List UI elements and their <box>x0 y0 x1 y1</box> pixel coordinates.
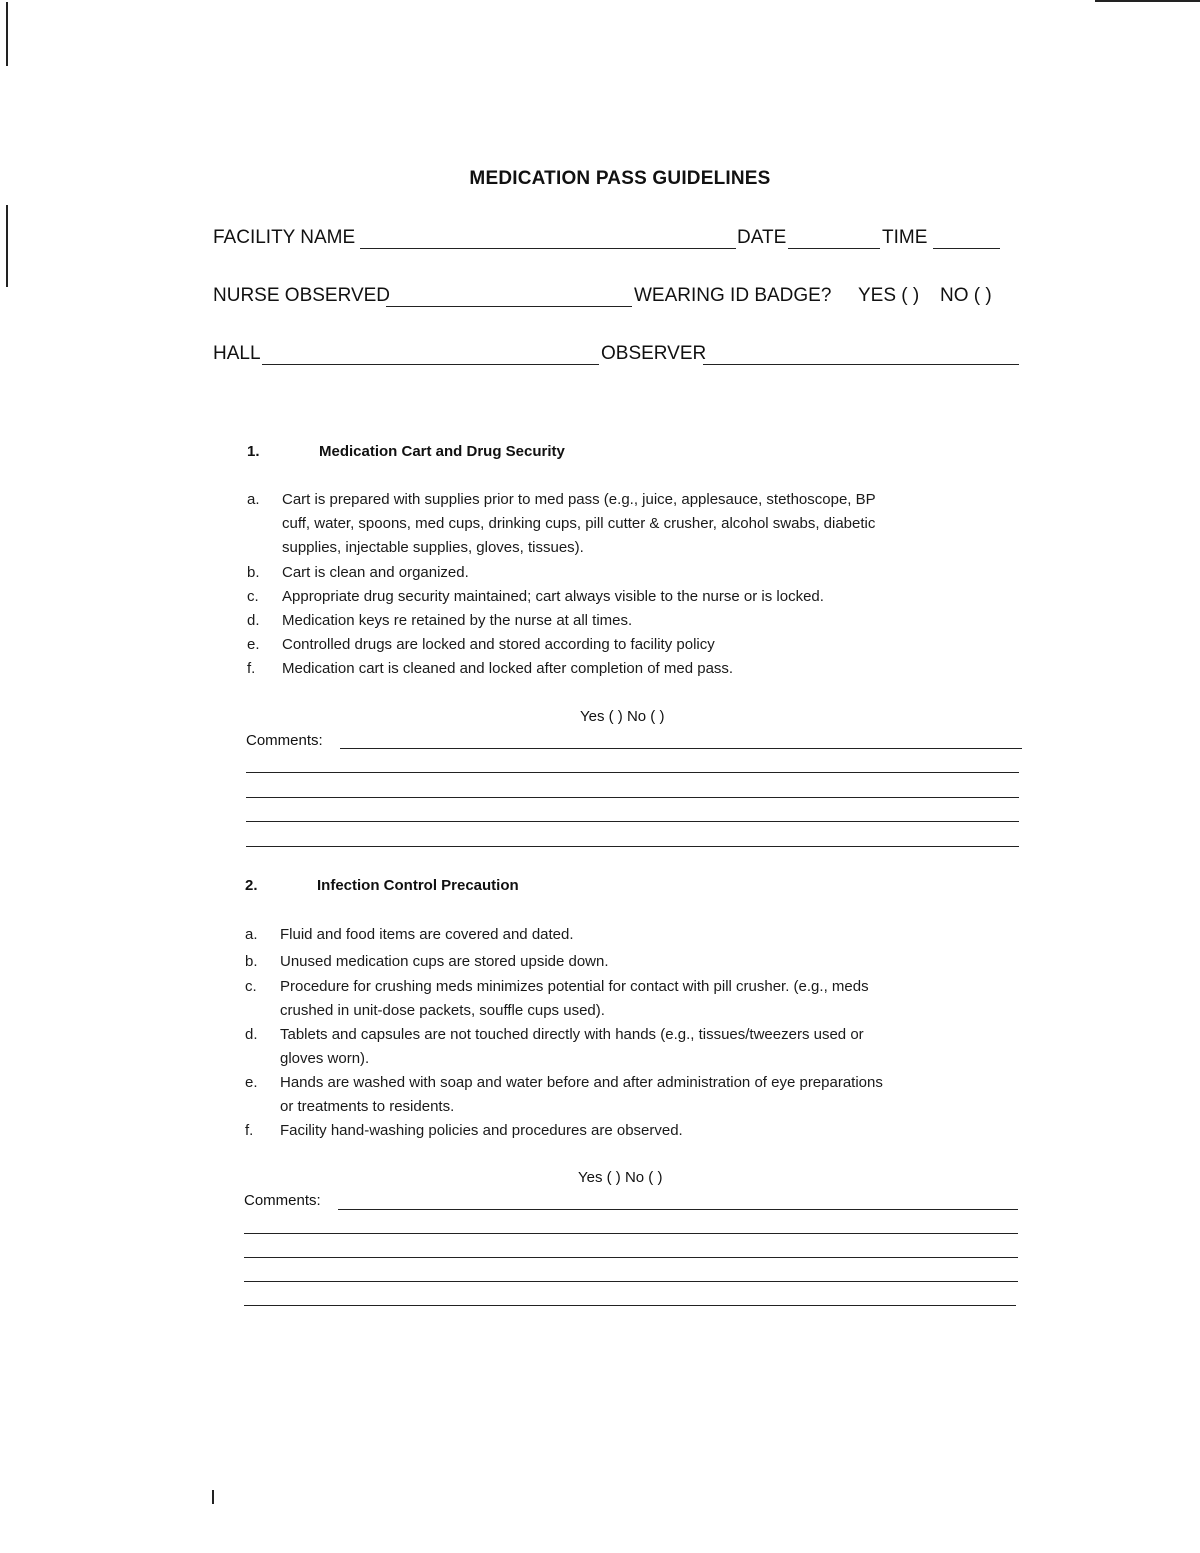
section-1-comments-line[interactable] <box>246 797 1019 798</box>
section-1-comments-line[interactable] <box>246 772 1019 773</box>
facility-name-label: FACILITY NAME <box>213 227 356 248</box>
list-item-letter: b. <box>245 953 258 970</box>
list-item-letter: e. <box>245 1074 258 1091</box>
list-item-letter: b. <box>247 564 260 581</box>
section-1-comments-line[interactable] <box>246 846 1019 847</box>
hall-label: HALL <box>213 343 261 364</box>
id-badge-label: WEARING ID BADGE? <box>634 285 832 306</box>
section-2-comments-line[interactable] <box>244 1233 1018 1234</box>
list-item-text <box>280 1071 1020 1119</box>
list-item-letter: c. <box>245 978 257 995</box>
time-label: TIME <box>882 227 928 248</box>
time-field[interactable] <box>933 248 1000 249</box>
list-item-line: gloves worn). <box>280 1050 370 1067</box>
section-2-comments-label: Comments: <box>244 1192 321 1209</box>
list-item-line: supplies, injectable supplies, gloves, tissues). <box>282 539 584 556</box>
section-1-number: 1. <box>247 443 260 460</box>
list-item-letter: a. <box>245 926 258 943</box>
observer-label: OBSERVER <box>601 343 707 364</box>
section-1-title: Medication Cart and Drug Security <box>319 443 565 460</box>
scan-margin-mark <box>1095 0 1200 2</box>
nurse-observed-label: NURSE OBSERVED <box>213 285 391 306</box>
list-item-letter: e. <box>247 636 260 653</box>
list-item-letter: d. <box>245 1026 258 1043</box>
section-1-comments-label: Comments: <box>246 732 323 749</box>
list-item-text: Facility hand-washing policies and procedures are observed. <box>280 1122 683 1139</box>
list-item-line: Tablets and capsules are not touched directly with hands (e.g., tissues/tweezers used or <box>280 1026 864 1043</box>
scan-margin-mark <box>212 1490 214 1504</box>
date-label: DATE <box>737 227 787 248</box>
list-item-line: crushed in unit-dose packets, souffle cups used). <box>280 1002 605 1019</box>
nurse-observed-field[interactable] <box>386 306 632 307</box>
section-2-comments-line[interactable] <box>244 1305 1016 1306</box>
list-item-letter: d. <box>247 612 260 629</box>
list-item-line: or treatments to residents. <box>280 1098 455 1115</box>
list-item-line: Hands are washed with soap and water before and after administration of eye preparations <box>280 1074 883 1091</box>
list-item-text <box>280 975 1020 1023</box>
scan-margin-mark <box>6 2 8 66</box>
list-item-line: cuff, water, spoons, med cups, drinking cups, pill cutter & crusher, alcohol swabs, diabetic <box>282 515 876 532</box>
list-item-text: Unused medication cups are stored upside down. <box>280 953 609 970</box>
hall-field[interactable] <box>262 364 599 365</box>
list-item-letter: f. <box>247 660 256 677</box>
section-2-comments-field[interactable] <box>338 1209 1018 1210</box>
section-1-comments-field[interactable] <box>340 748 1022 749</box>
list-item-line: Cart is prepared with supplies prior to med pass (e.g., juice, applesauce, stethoscope, BP <box>282 491 876 508</box>
section-2-yes-no-checkbox[interactable]: Yes ( ) No ( ) <box>578 1169 663 1186</box>
list-item-text: Medication keys re retained by the nurse at all times. <box>282 612 633 629</box>
list-item-text <box>280 1023 1020 1071</box>
list-item-letter: c. <box>247 588 259 605</box>
facility-name-field[interactable] <box>360 248 736 249</box>
date-field[interactable] <box>788 248 880 249</box>
list-item-line: Procedure for crushing meds minimizes potential for contact with pill crusher. (e.g., meds <box>280 978 869 995</box>
section-2-number: 2. <box>245 877 258 894</box>
page-title: MEDICATION PASS GUIDELINES <box>469 168 771 189</box>
list-item-text: Controlled drugs are locked and stored according to facility policy <box>282 636 715 653</box>
list-item-text <box>282 488 1022 560</box>
observer-field[interactable] <box>703 364 1019 365</box>
list-item-text: Medication cart is cleaned and locked after completion of med pass. <box>282 660 734 677</box>
section-2-title: Infection Control Precaution <box>317 877 519 894</box>
section-2-comments-line[interactable] <box>244 1281 1018 1282</box>
scan-margin-mark <box>6 205 8 287</box>
list-item-text: Appropriate drug security maintained; cart always visible to the nurse or is locked. <box>282 588 824 605</box>
id-badge-yes-checkbox[interactable]: YES ( ) <box>858 285 920 306</box>
section-2-comments-line[interactable] <box>244 1257 1018 1258</box>
list-item-letter: a. <box>247 491 260 508</box>
section-1-yes-no-checkbox[interactable]: Yes ( ) No ( ) <box>580 708 665 725</box>
list-item-letter: f. <box>245 1122 254 1139</box>
id-badge-no-checkbox[interactable]: NO ( ) <box>940 285 992 306</box>
list-item-text: Fluid and food items are covered and dated. <box>280 926 574 943</box>
section-1-comments-line[interactable] <box>246 821 1019 822</box>
list-item-text: Cart is clean and organized. <box>282 564 469 581</box>
